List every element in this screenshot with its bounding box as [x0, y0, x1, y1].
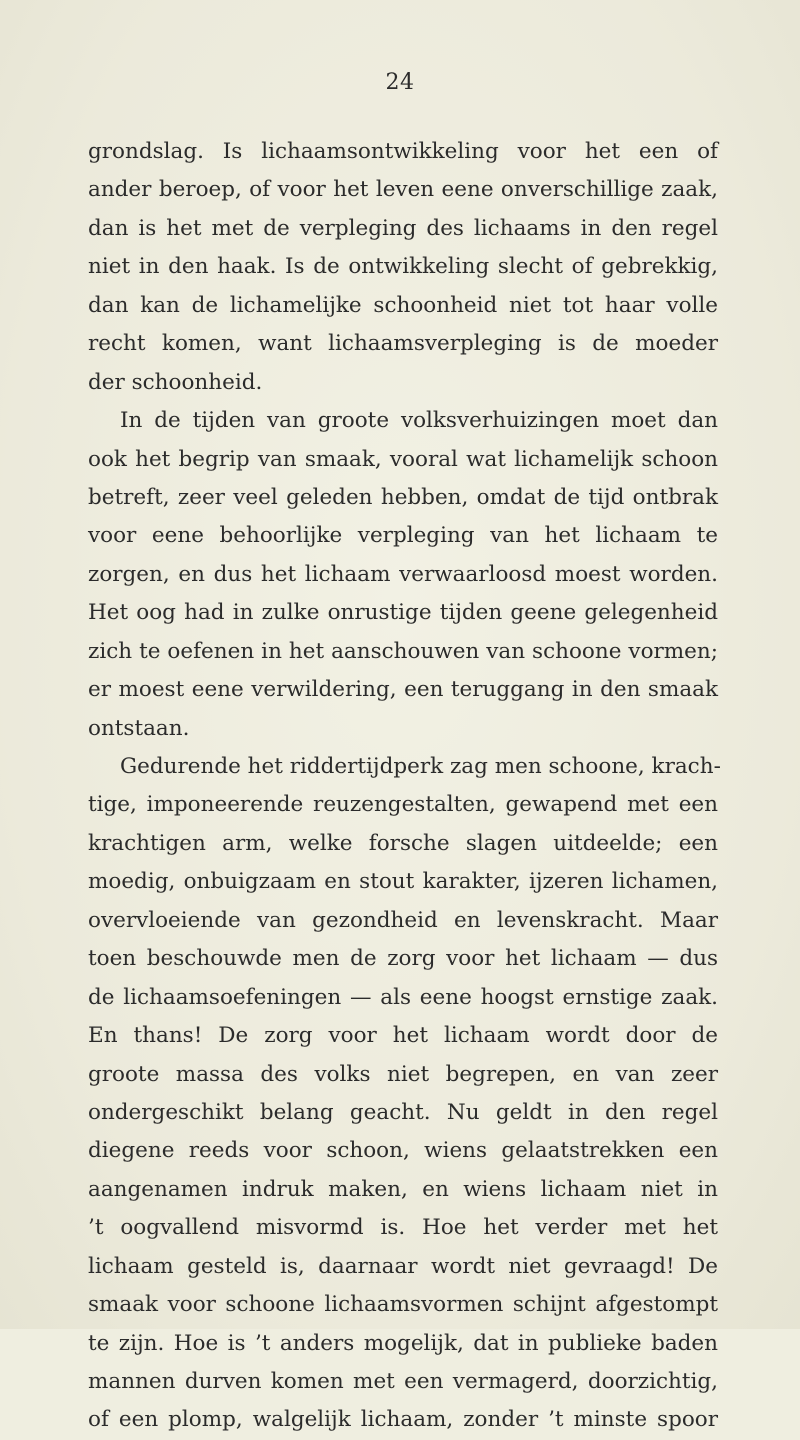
text-line: aangenamen indruk maken, en wiens lichaam niet in — [88, 1176, 718, 1202]
text-line: toen beschouwde men de zorg voor het lichaam — dus — [88, 946, 718, 972]
text-line: der schoonheid. — [88, 369, 263, 395]
text-line: ook het begrip van smaak, vooral wat lichamelijk schoon — [88, 446, 718, 472]
text-line: lichaam gesteld is, daarnaar wordt niet gevraagd! De — [88, 1253, 718, 1279]
page-number: 24 — [385, 70, 415, 95]
text-line: de lichaamsoefeningen — als eene hoogst ernstige zaak. — [88, 984, 718, 1010]
text-line: er moest eene verwildering, een teruggang in den smaak — [88, 677, 718, 703]
text-line: ’t oogvallend misvormd is. Hoe het verder met het — [88, 1215, 718, 1241]
text-line: recht komen, want lichaamsverpleging is de moeder — [88, 331, 718, 357]
text-line: ontstaan. — [88, 715, 190, 741]
text-line: grondslag. Is lichaamsontwikkeling voor het een of — [88, 139, 718, 164]
text-line: voor eene behoorlijke verpleging van het lichaam te — [88, 523, 718, 549]
text-line: En thans! De zorg voor het lichaam wordt door de — [88, 1023, 718, 1049]
text-line: Het oog had in zulke onrustige tijden geene gelegenheid — [88, 600, 718, 626]
text-line: groote massa des volks niet begrepen, en van zeer — [88, 1061, 718, 1087]
text-line: overvloeiende van gezondheid en levenskracht. Maar — [88, 907, 718, 933]
text-line: dan is het met de verpleging des lichaams in den regel — [88, 215, 718, 241]
text-line: ondergeschikt belang geacht. Nu geldt in den regel — [88, 1099, 718, 1125]
text-line: te zijn. Hoe is ’t anders mogelijk, dat in publieke baden — [88, 1330, 718, 1356]
text-line: moedig, onbuigzaam en stout karakter, ijzeren lichamen, — [88, 869, 718, 895]
text-line: zorgen, en dus het lichaam verwaarloosd moest worden. — [88, 561, 718, 587]
text-line: Gedurende het riddertijdperk zag men schoone, krach- — [120, 754, 721, 779]
text-line: mannen durven komen met een vermagerd, doorzichtig, — [88, 1369, 718, 1394]
text-line: of een plomp, walgelijk lichaam, zonder ’t minste spoor — [88, 1407, 718, 1433]
text-line: In de tijden van groote volksverhuizingen moet dan — [120, 408, 718, 434]
text-line: zich te oefenen in het aanschouwen van schoone vormen; — [88, 638, 718, 664]
text-line: dan kan de lichamelijke schoonheid niet tot haar volle — [88, 292, 718, 318]
text-line: betreft, zeer veel geleden hebben, omdat de tijd ontbrak — [88, 484, 718, 510]
body-text — [88, 133, 721, 1440]
text-line: smaak voor schoone lichaamsvormen schijnt afgestompt — [88, 1292, 718, 1318]
text-line: tige, imponeerende reuzengestalten, gewapend met een — [88, 792, 718, 818]
text-line: krachtigen arm, welke forsche slagen uitdeelde; een — [88, 830, 718, 856]
text-line: ander beroep, of voor het leven eene onverschillige zaak, — [88, 177, 718, 203]
text-line: niet in den haak. Is de ontwikkeling slecht of gebrekkig, — [88, 254, 718, 280]
text-line: diegene reeds voor schoon, wiens gelaatstrekken een — [88, 1138, 718, 1164]
